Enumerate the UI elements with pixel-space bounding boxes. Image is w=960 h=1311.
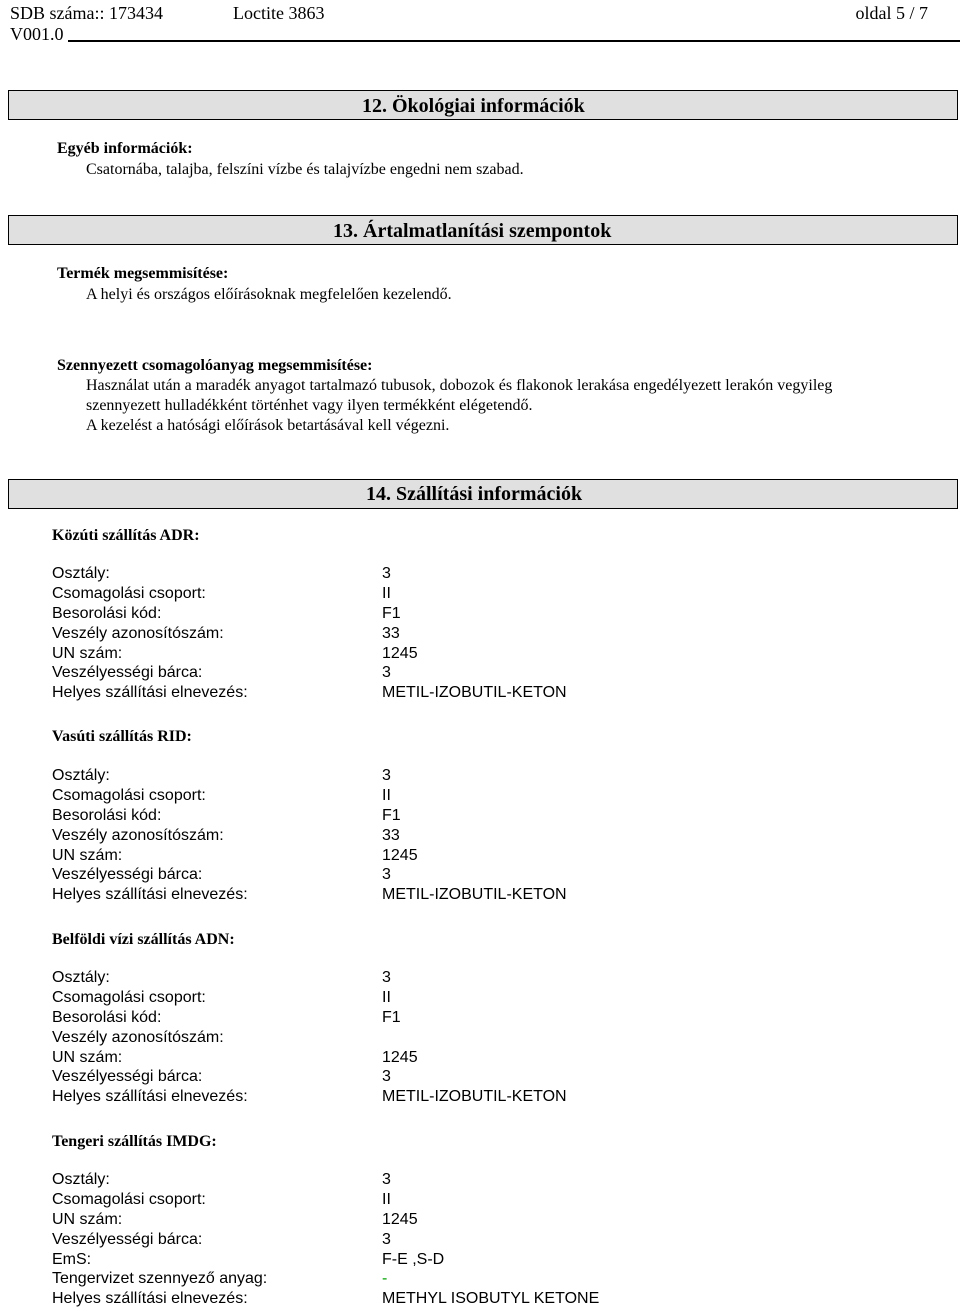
kv-label: Veszély azonosítószám: — [52, 826, 224, 844]
kv-row — [52, 988, 672, 1008]
imdg-heading: Tengeri szállítás IMDG: — [52, 1133, 217, 1150]
kv-row — [52, 584, 672, 604]
kv-label: Besorolási kód: — [52, 1008, 162, 1026]
kv-row — [52, 564, 672, 584]
kv-label: Csomagolási csoport: — [52, 1190, 206, 1208]
kv-row — [52, 806, 672, 826]
kv-label: Besorolási kód: — [52, 604, 162, 622]
product-disposal-text: A helyi és országos előírásoknak megfelelően kezelendő. — [86, 286, 452, 303]
kv-label: Tengervizet szennyező anyag: — [52, 1270, 268, 1288]
kv-label: UN szám: — [52, 1210, 123, 1228]
kv-value: METIL-IZOBUTIL-KETON — [382, 1088, 567, 1106]
kv-row — [52, 846, 672, 866]
section-14-title: 14. Szállítási információk — [366, 483, 583, 505]
kv-value: II — [382, 1190, 391, 1208]
packaging-disposal-label: Szennyezett csomagolóanyag megsemmisítése: — [57, 357, 373, 374]
other-info-text: Csatornába, talajba, felszíni vízbe és talajvízbe engedni nem szabad. — [86, 161, 524, 178]
kv-row — [52, 968, 672, 988]
kv-value: 3 — [382, 664, 391, 682]
kv-label: Helyes szállítási elnevezés: — [52, 684, 248, 702]
section-13-title: 13. Ártalmatlanítási szempontok — [333, 220, 612, 242]
sdb-number: SDB száma:: 173434 — [10, 3, 163, 23]
kv-label: Helyes szállítási elnevezés: — [52, 886, 248, 904]
kv-label: Osztály: — [52, 969, 110, 986]
kv-row — [52, 1008, 672, 1028]
kv-row — [52, 683, 672, 703]
kv-row — [52, 1087, 672, 1107]
adn-table — [52, 968, 672, 1107]
kv-value: 3 — [382, 866, 391, 884]
kv-label: Csomagolási csoport: — [52, 584, 206, 602]
kv-row — [52, 865, 672, 885]
adn-heading: Belföldi vízi szállítás ADN: — [52, 931, 235, 948]
kv-row — [52, 1250, 672, 1270]
kv-value: 3 — [382, 1171, 391, 1188]
kv-label: Osztály: — [52, 1171, 110, 1188]
kv-label: Helyes szállítási elnevezés: — [52, 1088, 248, 1106]
packaging-disposal-text — [86, 376, 832, 436]
kv-value: 1245 — [382, 1210, 418, 1228]
kv-value: II — [382, 786, 391, 804]
kv-label: Csomagolási csoport: — [52, 786, 206, 804]
kv-row — [52, 786, 672, 806]
kv-value: F-E ,S-D — [382, 1250, 445, 1268]
kv-label: UN szám: — [52, 846, 123, 864]
page-header — [0, 0, 960, 44]
kv-row — [52, 1028, 672, 1048]
kv-row — [52, 644, 672, 664]
kv-row — [52, 1170, 672, 1190]
kv-value: 3 — [382, 1068, 391, 1086]
version-label: V001.0 — [10, 24, 64, 44]
header-rule — [68, 40, 960, 42]
packaging-line: A kezelést a hatósági előírások betartásával kell végezni. — [86, 417, 450, 434]
kv-label: Helyes szállítási elnevezés: — [52, 1290, 248, 1308]
kv-row — [52, 826, 672, 846]
packaging-line: Használat után a maradék anyagot tartalmazó tubusok, dobozok és flakonok lerakása engedélyezett lerakón vegyileg — [86, 377, 833, 394]
kv-row — [52, 624, 672, 644]
kv-value: 1245 — [382, 1048, 418, 1066]
kv-label: Veszélyességi bárca: — [52, 866, 203, 884]
kv-label: Csomagolási csoport: — [52, 988, 206, 1006]
kv-row — [52, 1048, 672, 1068]
adr-table — [52, 564, 672, 703]
packaging-line: szennyezett hulladékként történhet vagy ilyen termékként elégetendő. — [86, 397, 533, 414]
kv-row — [52, 663, 672, 683]
other-info-label: Egyéb információk: — [57, 140, 193, 157]
kv-row — [52, 1210, 672, 1230]
kv-label: Besorolási kód: — [52, 806, 162, 824]
kv-row — [52, 1230, 672, 1250]
kv-label: UN szám: — [52, 644, 123, 662]
kv-value: 1245 — [382, 846, 418, 864]
kv-label: Veszélyességi bárca: — [52, 1230, 203, 1248]
kv-label: Osztály: — [52, 565, 110, 582]
kv-label: UN szám: — [52, 1048, 123, 1066]
kv-row — [52, 1190, 672, 1210]
kv-value: F1 — [382, 1008, 401, 1026]
kv-label: Osztály: — [52, 767, 110, 784]
rid-heading: Vasúti szállítás RID: — [52, 728, 192, 745]
kv-row — [52, 1067, 672, 1087]
kv-value: II — [382, 988, 391, 1006]
kv-value: 33 — [382, 826, 400, 844]
rid-table — [52, 766, 672, 905]
kv-value: METIL-IZOBUTIL-KETON — [382, 886, 567, 904]
kv-value: METIL-IZOBUTIL-KETON — [382, 684, 567, 702]
kv-value: F1 — [382, 604, 401, 622]
kv-value: F1 — [382, 806, 401, 824]
product-name: Loctite 3863 — [233, 3, 325, 23]
kv-value: - — [382, 1270, 388, 1288]
section-12-title: 12. Ökológiai információk — [362, 95, 585, 117]
kv-label: EmS: — [52, 1250, 92, 1268]
kv-value: 3 — [382, 969, 391, 986]
kv-value: 3 — [382, 1230, 391, 1248]
kv-label: Veszély azonosítószám: — [52, 1028, 224, 1046]
adr-heading: Közúti szállítás ADR: — [52, 527, 200, 544]
kv-row — [52, 1289, 672, 1309]
kv-value: 1245 — [382, 644, 418, 662]
product-disposal-label: Termék megsemmisítése: — [57, 265, 229, 282]
kv-label: Veszélyességi bárca: — [52, 1068, 203, 1086]
page-number: oldal 5 / 7 — [855, 3, 928, 23]
kv-value: 3 — [382, 767, 391, 784]
kv-value: METHYL ISOBUTYL KETONE — [382, 1290, 600, 1308]
kv-label: Veszélyességi bárca: — [52, 664, 203, 682]
kv-value: 3 — [382, 565, 391, 582]
kv-row — [52, 885, 672, 905]
kv-row — [52, 766, 672, 786]
kv-value: 33 — [382, 624, 400, 642]
imdg-table — [52, 1170, 672, 1309]
kv-row — [52, 604, 672, 624]
kv-label: Veszély azonosítószám: — [52, 624, 224, 642]
kv-value: II — [382, 584, 391, 602]
kv-row — [52, 1269, 672, 1289]
